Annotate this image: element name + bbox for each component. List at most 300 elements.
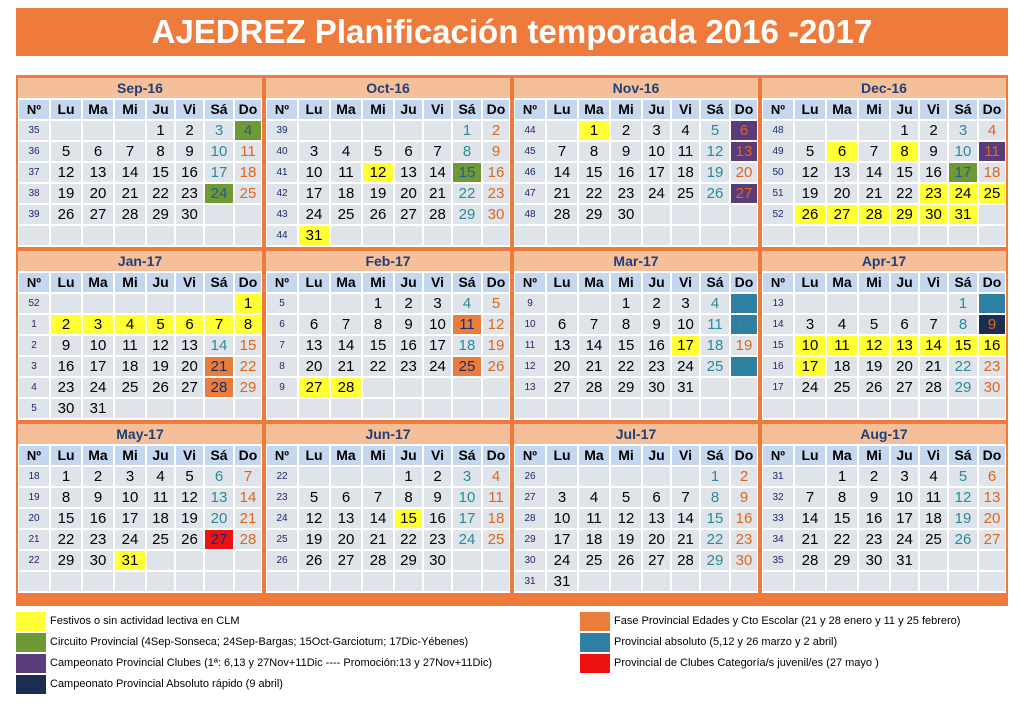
week-row [18,162,262,183]
empty-cell [610,571,642,592]
day-cell: 4 [919,466,948,487]
weekday-label: Ma [82,272,114,293]
weekday-label: Lu [794,99,826,120]
weekday-label: Nº [18,445,50,466]
weekday-label: Ju [146,272,175,293]
empty-cell [700,571,730,592]
day-cell: 19 [948,508,978,529]
day-cell: 9 [642,314,671,335]
day-cell: 15 [578,162,610,183]
week-row [762,508,1006,529]
weekday-label: Vi [423,272,452,293]
day-cell: 3 [948,120,978,141]
week-number: 6 [266,314,298,335]
week-row [762,183,1006,204]
weekday-label: Do [978,272,1006,293]
day-cell: 1 [948,293,978,314]
day-cell: 18 [919,508,948,529]
day-cell: 9 [610,141,642,162]
week-row [266,225,510,246]
day-cell: 18 [482,508,510,529]
week-number: 1 [18,314,50,335]
day-cell: 25 [700,356,730,377]
week-number: 41 [266,162,298,183]
day-cell: 5 [482,293,510,314]
weekday-label: Ma [578,445,610,466]
empty-cell [330,571,362,592]
day-cell: 15 [610,335,642,356]
empty-cell [700,398,730,419]
day-cell: 8 [394,487,423,508]
week-number: 13 [514,377,546,398]
day-cell: 7 [578,314,610,335]
weekday-label: Do [730,445,758,466]
day-cell: 25 [234,183,262,204]
week-row [18,508,262,529]
day-cell: 12 [175,487,204,508]
week-row [18,293,262,314]
day-cell: 10 [423,314,452,335]
empty-cell [362,398,394,419]
day-cell: 15 [890,162,919,183]
day-cell: 4 [700,293,730,314]
day-cell: 31 [82,398,114,419]
day-cell: 17 [452,508,482,529]
week-number: 25 [266,529,298,550]
empty-cell [546,225,578,246]
calendar-grid [16,75,1008,606]
month-name: Mar-17 [514,251,758,271]
week-number: 10 [514,314,546,335]
day-cell: 26 [700,183,730,204]
day-cell: 4 [114,314,146,335]
day-cell: 23 [50,377,82,398]
day-cell: 20 [82,183,114,204]
day-cell: 21 [671,529,700,550]
day-cell: 1 [146,120,175,141]
empty-cell [794,120,826,141]
empty-cell [826,293,858,314]
day-cell: 27 [330,550,362,571]
week-number: 35 [762,550,794,571]
day-cell: 21 [858,183,890,204]
week-row [514,183,758,204]
day-cell: 5 [730,293,758,314]
day-cell: 14 [671,508,700,529]
day-cell: 11 [114,335,146,356]
day-cell: 12 [362,162,394,183]
page-title: AJEDREZ Planificación temporada 2016 -2017 [16,8,1008,56]
day-cell: 21 [423,183,452,204]
day-cell: 6 [82,141,114,162]
legend-label: Festivos o sin actividad lectiva en CLM [50,615,240,627]
empty-cell [175,550,204,571]
empty-cell [423,398,452,419]
day-cell: 11 [919,487,948,508]
day-cell: 22 [890,183,919,204]
weekday-label: Vi [423,99,452,120]
day-cell: 24 [114,529,146,550]
empty-cell [362,466,394,487]
day-cell: 5 [298,487,330,508]
day-cell: 9 [50,335,82,356]
day-cell: 9 [482,141,510,162]
weekday-label: Lu [50,445,82,466]
empty-cell [919,398,948,419]
day-cell: 11 [330,162,362,183]
empty-cell [700,377,730,398]
week-number: 30 [514,550,546,571]
week-row [514,293,758,314]
day-cell: 26 [482,356,510,377]
day-cell: 7 [546,141,578,162]
day-cell: 29 [452,204,482,225]
day-cell: 20 [330,529,362,550]
day-cell: 9 [423,487,452,508]
week-number: 45 [514,141,546,162]
empty-cell [671,466,700,487]
weekday-header [762,445,1006,466]
day-cell: 23 [423,529,452,550]
day-cell: 16 [730,508,758,529]
weekday-label: Nº [514,99,546,120]
week-number: 16 [762,356,794,377]
month-name: Sep-16 [18,78,262,98]
day-cell: 4 [578,487,610,508]
day-cell: 19 [175,508,204,529]
day-cell: 26 [610,550,642,571]
week-row [514,550,758,571]
weekday-label: Lu [298,445,330,466]
empty-cell [671,571,700,592]
legend-swatch [580,612,610,631]
day-cell: 4 [978,120,1006,141]
weekday-label: Vi [175,99,204,120]
day-cell: 28 [546,204,578,225]
day-cell: 4 [452,293,482,314]
day-cell: 18 [700,335,730,356]
day-cell: 21 [546,183,578,204]
weekday-header [266,272,510,293]
week-number: 23 [266,487,298,508]
weekday-label: Nº [762,445,794,466]
day-cell: 25 [826,377,858,398]
empty-cell [978,225,1006,246]
day-cell: 3 [298,141,330,162]
day-cell: 26 [298,550,330,571]
weekday-header [514,99,758,120]
week-number: 19 [18,487,50,508]
day-cell: 13 [826,162,858,183]
weekday-label: Ma [330,99,362,120]
day-cell: 8 [890,141,919,162]
empty-cell [578,225,610,246]
day-cell: 5 [362,141,394,162]
day-cell: 3 [452,466,482,487]
day-cell: 30 [978,377,1006,398]
day-cell: 13 [890,335,919,356]
day-cell: 10 [794,335,826,356]
day-cell: 1 [610,293,642,314]
day-cell: 29 [578,204,610,225]
weekday-label: Mi [858,445,890,466]
weekday-label: Lu [546,99,578,120]
day-cell: 1 [50,466,82,487]
day-cell: 17 [546,529,578,550]
week-number: 27 [514,487,546,508]
day-cell: 5 [794,141,826,162]
week-number: 39 [18,204,50,225]
day-cell: 27 [175,377,204,398]
week-number: 29 [514,529,546,550]
weekday-label: Sá [948,99,978,120]
day-cell: 26 [730,356,758,377]
month-name: Jan-17 [18,251,262,271]
weekday-label: Do [978,99,1006,120]
weekday-label: Ju [890,272,919,293]
day-cell: 2 [730,466,758,487]
weekday-label: Lu [298,99,330,120]
week-number: 52 [18,293,50,314]
day-cell: 21 [578,356,610,377]
legend-label: Campeonato Provincial Clubes (1ª: 6,13 y 27Nov+11Dic ---- Promoción:13 y 27Nov+11Dic) [50,657,493,669]
week-number: 2 [18,335,50,356]
week-number: 50 [762,162,794,183]
week-row [514,204,758,225]
empty-cell [204,398,234,419]
day-cell: 7 [234,466,262,487]
day-cell: 18 [114,356,146,377]
weekday-header [762,99,1006,120]
day-cell: 8 [610,314,642,335]
legend-swatch [16,633,46,652]
week-row [762,466,1006,487]
empty-cell [826,398,858,419]
month-oct-16 [266,78,510,247]
day-cell: 31 [298,225,330,246]
day-cell: 15 [362,335,394,356]
day-cell: 14 [578,335,610,356]
month-jul-17 [514,424,758,593]
week-number: 48 [514,204,546,225]
empty-cell [858,225,890,246]
empty-cell [730,377,758,398]
day-cell: 17 [794,356,826,377]
day-cell: 19 [700,162,730,183]
weekday-label: Vi [175,272,204,293]
empty-cell [234,204,262,225]
week-number [514,225,546,246]
empty-cell [298,398,330,419]
day-cell: 24 [794,377,826,398]
week-number: 47 [514,183,546,204]
day-cell: 24 [452,529,482,550]
empty-cell [114,225,146,246]
empty-cell [642,204,671,225]
empty-cell [482,550,510,571]
day-cell: 31 [546,571,578,592]
empty-cell [50,571,82,592]
day-cell: 17 [114,508,146,529]
empty-cell [452,398,482,419]
day-cell: 4 [826,314,858,335]
empty-cell [234,398,262,419]
day-cell: 3 [890,466,919,487]
day-cell: 29 [826,550,858,571]
day-cell: 25 [482,529,510,550]
empty-cell [114,571,146,592]
week-row [266,398,510,419]
day-cell: 30 [858,550,890,571]
weekday-label: Sá [204,445,234,466]
day-cell: 2 [978,293,1006,314]
empty-cell [978,571,1006,592]
month-name: Jun-17 [266,424,510,444]
day-cell: 2 [919,120,948,141]
weekday-label: Vi [919,445,948,466]
week-number [18,571,50,592]
day-cell: 23 [394,356,423,377]
empty-cell [423,225,452,246]
day-cell: 3 [642,120,671,141]
weekday-label: Mi [610,445,642,466]
empty-cell [578,571,610,592]
week-number: 12 [514,356,546,377]
weekday-label: Do [482,99,510,120]
day-cell: 12 [794,162,826,183]
day-cell: 24 [423,356,452,377]
day-cell: 21 [362,529,394,550]
day-cell: 8 [362,314,394,335]
day-cell: 27 [642,550,671,571]
week-row [18,466,262,487]
week-row [762,225,1006,246]
day-cell: 6 [642,487,671,508]
day-cell: 1 [394,466,423,487]
weekday-label: Ma [826,99,858,120]
day-cell: 13 [204,487,234,508]
empty-cell [978,204,1006,225]
empty-cell [330,120,362,141]
week-row [18,225,262,246]
day-cell: 8 [826,487,858,508]
week-row [514,487,758,508]
empty-cell [546,398,578,419]
empty-cell [82,225,114,246]
week-row [18,571,262,592]
day-cell: 9 [730,487,758,508]
day-cell: 2 [423,466,452,487]
week-number: 39 [266,120,298,141]
day-cell: 13 [978,487,1006,508]
week-number: 31 [762,466,794,487]
day-cell: 17 [423,335,452,356]
empty-cell [330,466,362,487]
week-row [514,398,758,419]
month-name: Aug-17 [762,424,1006,444]
day-cell: 16 [482,162,510,183]
week-row [762,529,1006,550]
weekday-label: Lu [50,272,82,293]
empty-cell [826,225,858,246]
day-cell: 3 [204,120,234,141]
day-cell: 8 [578,141,610,162]
day-cell: 20 [890,356,919,377]
week-number: 49 [762,141,794,162]
day-cell: 27 [890,377,919,398]
day-cell: 18 [330,183,362,204]
day-cell: 7 [114,141,146,162]
empty-cell [730,571,758,592]
weekday-label: Nº [514,272,546,293]
empty-cell [204,225,234,246]
day-cell: 28 [671,550,700,571]
day-cell: 22 [610,356,642,377]
weekday-label: Do [978,445,1006,466]
weekday-label: Mi [362,445,394,466]
empty-cell [330,225,362,246]
weekday-label: Mi [114,272,146,293]
weekday-label: Ma [826,445,858,466]
day-cell: 18 [826,356,858,377]
day-cell: 3 [546,487,578,508]
week-row [514,377,758,398]
legend-label: Fase Provincial Edades y Cto Escolar (21 y 28 enero y 11 y 25 febrero) [614,615,961,627]
day-cell: 11 [234,141,262,162]
week-number: 36 [18,141,50,162]
day-cell: 17 [642,162,671,183]
week-row [266,508,510,529]
day-cell: 1 [826,466,858,487]
day-cell: 28 [114,204,146,225]
empty-cell [826,571,858,592]
month-name: Nov-16 [514,78,758,98]
day-cell: 22 [146,183,175,204]
day-cell: 31 [890,550,919,571]
day-cell: 16 [642,335,671,356]
day-cell: 15 [700,508,730,529]
weekday-label: Ju [394,272,423,293]
day-cell: 2 [394,293,423,314]
empty-cell [175,398,204,419]
day-cell: 21 [794,529,826,550]
day-cell: 15 [146,162,175,183]
empty-cell [146,550,175,571]
day-cell: 18 [234,162,262,183]
day-cell: 25 [146,529,175,550]
day-cell: 28 [362,550,394,571]
day-cell: 17 [204,162,234,183]
day-cell: 12 [298,508,330,529]
day-cell: 25 [978,183,1006,204]
day-cell: 30 [610,204,642,225]
week-number: 40 [266,141,298,162]
empty-cell [423,571,452,592]
day-cell: 6 [546,314,578,335]
day-cell: 16 [610,162,642,183]
day-cell: 4 [671,120,700,141]
day-cell: 18 [452,335,482,356]
legend-swatch [580,654,610,673]
week-row [266,377,510,398]
empty-cell [890,398,919,419]
day-cell: 23 [978,356,1006,377]
day-cell: 3 [82,314,114,335]
week-number: 22 [18,550,50,571]
weekday-label: Ju [642,272,671,293]
day-cell: 3 [423,293,452,314]
legend-item [580,612,1000,631]
